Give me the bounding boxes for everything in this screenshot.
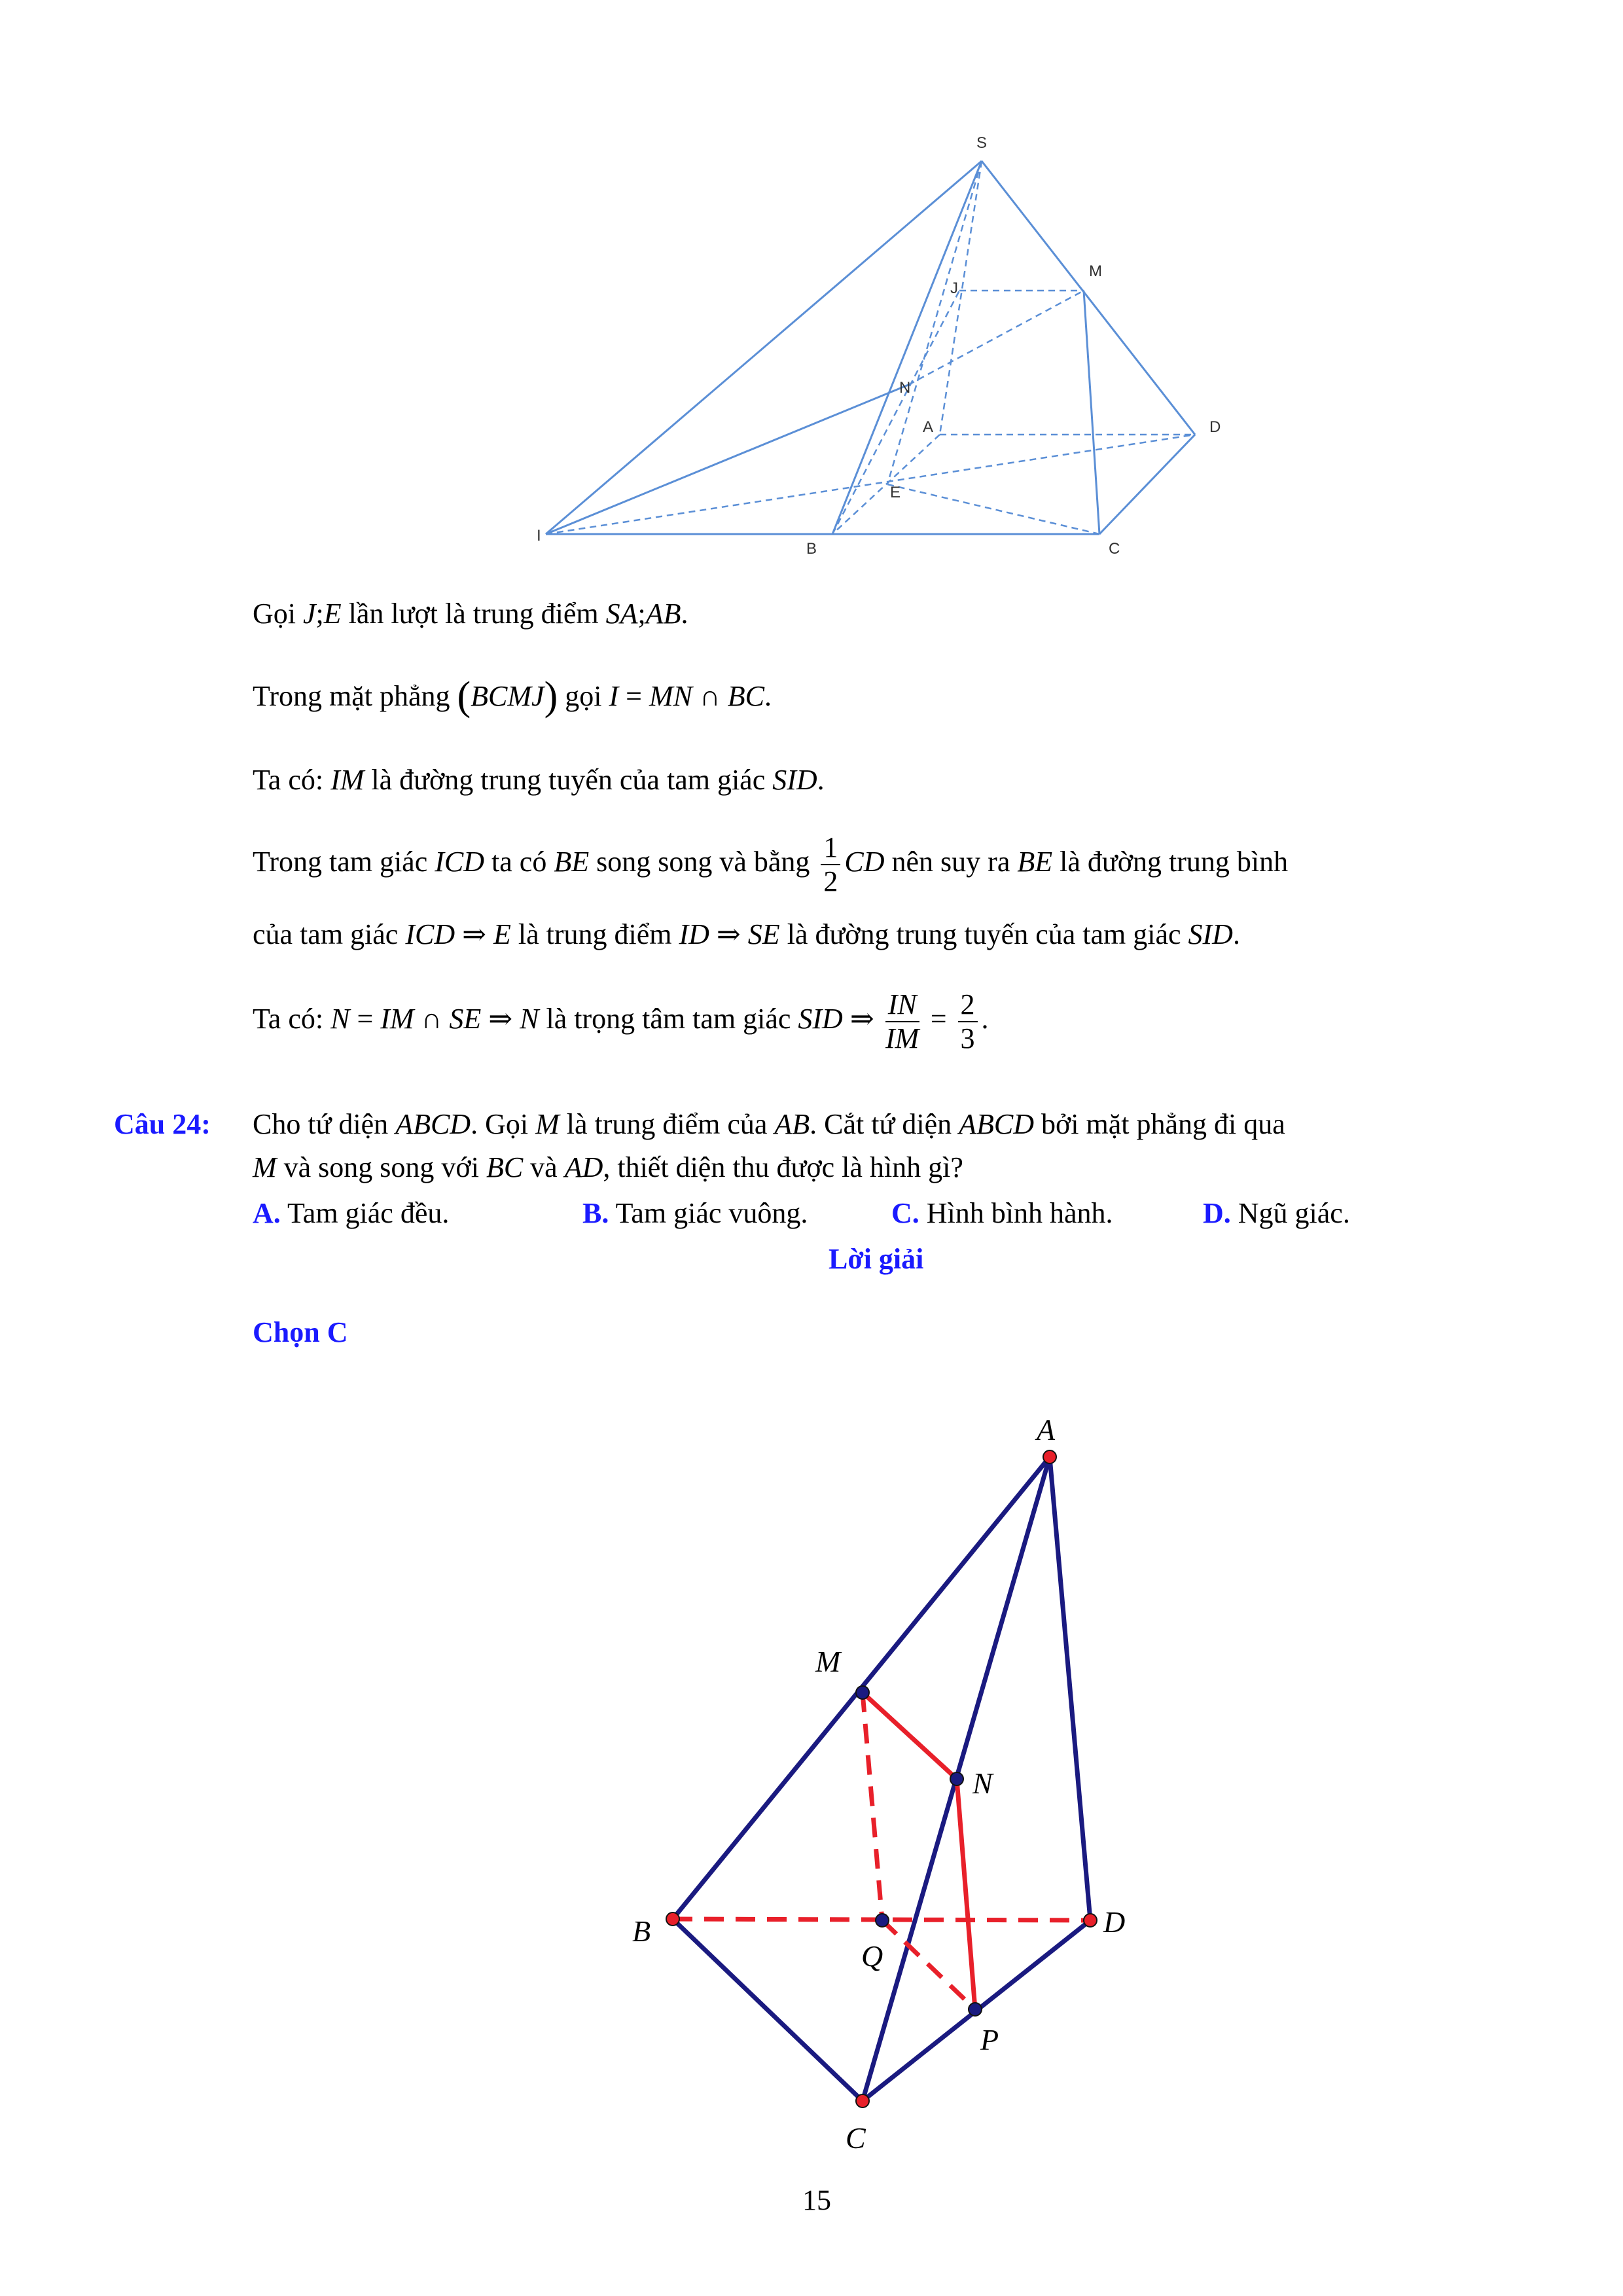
- label-E: E: [890, 484, 901, 501]
- point-Q: [876, 1914, 889, 1927]
- point-M: [856, 1686, 869, 1699]
- edge-M-C: [1084, 291, 1099, 534]
- point-A: [1043, 1450, 1056, 1463]
- fraction-in-im: $\frac{IN}{IM}$: [885, 988, 919, 1054]
- label-M: M: [815, 1645, 841, 1678]
- section-Q-P: [882, 1920, 975, 2009]
- figure-tetrahedron: [0, 1374, 1623, 2160]
- solution-line-5: của tam giác ICD ⇒ E là trung điểm ID ⇒ SE là đường trung tuyến của tam giác SID.: [253, 918, 1240, 950]
- point-B: [666, 1912, 679, 1926]
- label-I: I: [537, 527, 541, 545]
- option-c[interactable]: C. Hình bình hành.: [891, 1197, 1113, 1229]
- edge-A-D: [1050, 1457, 1090, 1920]
- point-P: [969, 2003, 982, 2016]
- label-Q: Q: [861, 1939, 883, 1973]
- answer-choice: Chọn C: [253, 1316, 348, 1348]
- edge-D-C: [1099, 435, 1195, 534]
- label-C: C: [846, 2121, 866, 2155]
- point-D: [1084, 1914, 1097, 1927]
- question-line-1: Cho tứ diện ABCD. Gọi M là trung điểm của AB. Cắt tứ diện ABCD bởi mặt phẳng đi qua: [253, 1108, 1285, 1140]
- edge-I-N: [546, 385, 908, 534]
- section-M-Q: [863, 1693, 882, 1920]
- label-M: M: [1089, 262, 1102, 280]
- edge-S-A: [940, 161, 982, 435]
- edge-A-B: [832, 435, 940, 534]
- option-a[interactable]: A. Tam giác đều.: [253, 1197, 450, 1229]
- label-N: N: [972, 1767, 993, 1800]
- edge-N-M: [908, 291, 1084, 385]
- point-C: [856, 2094, 869, 2108]
- point-N: [950, 1772, 963, 1785]
- solution-line-2: Trong mặt phẳng (BCMJ) gọi I = MN ∩ BC.: [253, 674, 772, 719]
- option-d[interactable]: D. Ngũ giác.: [1203, 1197, 1350, 1229]
- edge-S-D: [982, 161, 1195, 435]
- label-P: P: [980, 2023, 999, 2056]
- solution-line-4: Trong tam giác ICD ta có BE song song và bằng $\frac{1}{2}$ CD nên suy ra BE là đường trung bình: [253, 831, 1289, 897]
- solution-line-3: Ta có: IM là đường trung tuyến của tam giác SID.: [253, 764, 825, 796]
- label-D: D: [1209, 418, 1221, 436]
- solution-title: Lời giải: [829, 1243, 924, 1275]
- fraction-two-thirds: $\frac{2}{3}$: [958, 988, 978, 1055]
- label-J: J: [950, 279, 958, 297]
- section-M-N: [863, 1693, 957, 1779]
- edge-S-E: [887, 161, 982, 484]
- page-number: 15: [802, 2184, 831, 2216]
- label-D: D: [1103, 1905, 1126, 1939]
- question-line-2: M và song song với BC và AD, thiết diện thu được là hình gì?: [253, 1151, 963, 1183]
- option-b[interactable]: B. Tam giác vuông.: [582, 1197, 808, 1229]
- figure-pyramid: [0, 0, 1623, 589]
- edge-E-C: [887, 484, 1099, 534]
- question-label: Câu 24:: [114, 1108, 211, 1140]
- solution-line-1: Gọi J;E lần lượt là trung điểm SA;AB.: [253, 598, 688, 630]
- section-N-P: [957, 1779, 975, 2009]
- label-S: S: [976, 134, 988, 152]
- solution-line-6: Ta có: N = IM ∩ SE ⇒ N là trọng tâm tam giác SID ⇒ $\frac{IN}{IM}$ = $\frac{2}{3}$ .: [253, 988, 989, 1054]
- label-C: C: [1109, 540, 1120, 558]
- edge-I-S: [546, 161, 982, 534]
- edge-B-C: [673, 1919, 863, 2101]
- edge-S-B: [832, 161, 982, 534]
- label-A: A: [923, 418, 934, 436]
- label-N: N: [899, 379, 911, 397]
- label-A: A: [1037, 1413, 1056, 1446]
- label-B: B: [632, 1914, 651, 1948]
- label-B: B: [806, 540, 817, 558]
- fraction-one-half: $\frac{1}{2}$: [821, 831, 840, 898]
